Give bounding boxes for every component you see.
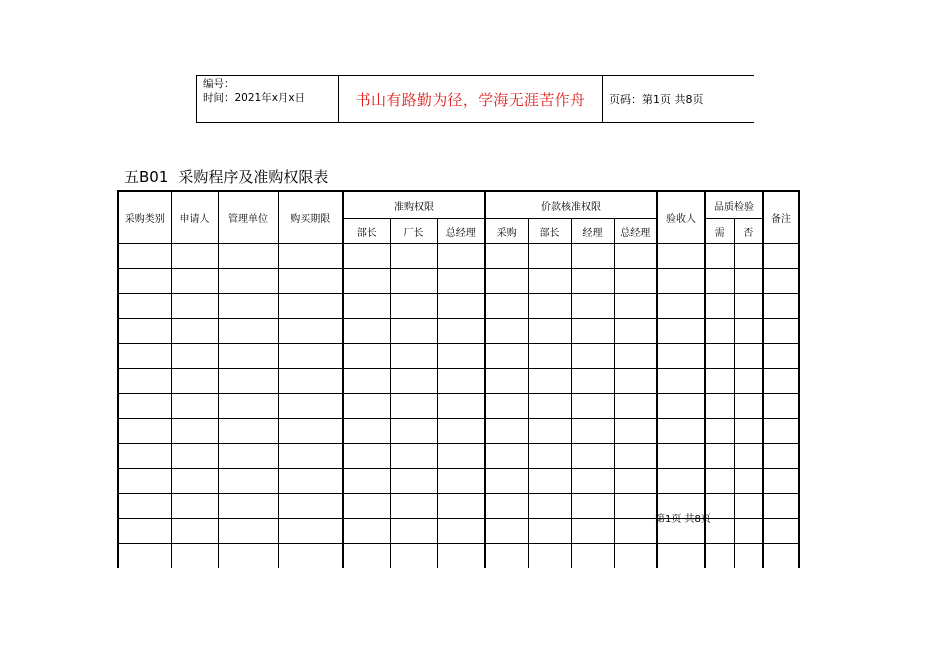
header-price-manager: 经理 bbox=[571, 219, 614, 244]
header-price-general-manager: 总经理 bbox=[614, 219, 657, 244]
table-cell[interactable] bbox=[657, 344, 705, 369]
table-cell[interactable] bbox=[763, 369, 799, 394]
table-cell[interactable] bbox=[343, 444, 390, 469]
table-cell[interactable] bbox=[571, 469, 614, 494]
table-row bbox=[118, 444, 799, 469]
table-cell[interactable] bbox=[763, 544, 799, 569]
table-cell[interactable] bbox=[763, 419, 799, 444]
table-cell[interactable] bbox=[528, 269, 571, 294]
table-cell[interactable] bbox=[614, 369, 657, 394]
table-cell[interactable] bbox=[734, 444, 763, 469]
table-cell[interactable] bbox=[218, 394, 278, 419]
header-approval-minister: 部长 bbox=[343, 219, 390, 244]
header-meta bbox=[197, 76, 339, 122]
table-cell[interactable] bbox=[657, 369, 705, 394]
table-cell[interactable] bbox=[118, 244, 171, 269]
table-cell[interactable] bbox=[734, 419, 763, 444]
table-cell[interactable] bbox=[437, 394, 485, 419]
header-remarks: 备注 bbox=[763, 191, 799, 244]
header-price-minister: 部长 bbox=[528, 219, 571, 244]
table-cell[interactable] bbox=[278, 419, 343, 444]
table-cell[interactable] bbox=[734, 369, 763, 394]
table-cell[interactable] bbox=[437, 244, 485, 269]
table-cell[interactable] bbox=[218, 544, 278, 569]
table-cell[interactable] bbox=[390, 494, 437, 519]
table-cell[interactable] bbox=[118, 369, 171, 394]
table-cell[interactable] bbox=[734, 519, 763, 544]
table-cell[interactable] bbox=[485, 494, 528, 519]
table-cell[interactable] bbox=[763, 319, 799, 344]
table-cell[interactable] bbox=[763, 444, 799, 469]
table-cell[interactable] bbox=[485, 244, 528, 269]
table-cell[interactable] bbox=[437, 319, 485, 344]
table-cell[interactable] bbox=[528, 294, 571, 319]
table-cell[interactable] bbox=[614, 269, 657, 294]
table-cell[interactable] bbox=[614, 519, 657, 544]
table-cell[interactable] bbox=[278, 469, 343, 494]
table-cell[interactable] bbox=[171, 494, 218, 519]
header-approval-factory-director: 厂长 bbox=[390, 219, 437, 244]
header-price-group: 价款核准权限 bbox=[485, 191, 657, 219]
table-cell[interactable] bbox=[218, 419, 278, 444]
table-cell[interactable] bbox=[343, 244, 390, 269]
table-cell[interactable] bbox=[734, 269, 763, 294]
table-cell[interactable] bbox=[485, 319, 528, 344]
header-page-info: 页码：第1页 共8页 bbox=[609, 93, 704, 106]
table-cell[interactable] bbox=[390, 444, 437, 469]
table-row bbox=[118, 419, 799, 444]
table-cell[interactable] bbox=[437, 469, 485, 494]
header-applicant: 申请人 bbox=[171, 191, 218, 244]
table-cell[interactable] bbox=[343, 344, 390, 369]
table-cell[interactable] bbox=[571, 394, 614, 419]
table-cell[interactable] bbox=[485, 344, 528, 369]
header-approval-group: 准购权限 bbox=[343, 191, 485, 219]
table-row bbox=[118, 244, 799, 269]
table-cell[interactable] bbox=[390, 294, 437, 319]
table-cell[interactable] bbox=[278, 319, 343, 344]
time-label: 时间：2021年x月x日 bbox=[203, 92, 306, 104]
table-cell[interactable] bbox=[343, 494, 390, 519]
table-cell[interactable] bbox=[118, 394, 171, 419]
table-cell[interactable] bbox=[485, 269, 528, 294]
table-cell[interactable] bbox=[278, 269, 343, 294]
table-cell[interactable] bbox=[437, 444, 485, 469]
table-cell[interactable] bbox=[485, 519, 528, 544]
table-cell[interactable] bbox=[171, 544, 218, 569]
table-cell[interactable] bbox=[278, 294, 343, 319]
table-row bbox=[118, 369, 799, 394]
table-cell[interactable] bbox=[118, 344, 171, 369]
table-cell[interactable] bbox=[705, 394, 734, 419]
title-code: 五B01 bbox=[124, 168, 169, 186]
table-cell[interactable] bbox=[571, 369, 614, 394]
table-row bbox=[118, 394, 799, 419]
title-text: 采购程序及准购权限表 bbox=[178, 168, 329, 186]
table-cell[interactable] bbox=[614, 394, 657, 419]
table-cell[interactable] bbox=[614, 544, 657, 569]
table-cell[interactable] bbox=[118, 494, 171, 519]
table-cell[interactable] bbox=[763, 294, 799, 319]
table-cell[interactable] bbox=[218, 294, 278, 319]
table-cell[interactable] bbox=[657, 294, 705, 319]
table-cell[interactable] bbox=[390, 269, 437, 294]
table-cell[interactable] bbox=[614, 469, 657, 494]
table-cell[interactable] bbox=[118, 444, 171, 469]
table-cell[interactable] bbox=[614, 494, 657, 519]
table-cell[interactable] bbox=[614, 419, 657, 444]
table-cell[interactable] bbox=[614, 319, 657, 344]
table-cell[interactable] bbox=[390, 519, 437, 544]
table-cell[interactable] bbox=[437, 494, 485, 519]
table-cell[interactable] bbox=[390, 544, 437, 569]
table-cell[interactable] bbox=[171, 369, 218, 394]
table-cell[interactable] bbox=[571, 319, 614, 344]
header-approval-general-manager: 总经理 bbox=[437, 219, 485, 244]
table-row bbox=[118, 319, 799, 344]
table-cell[interactable] bbox=[528, 244, 571, 269]
table-cell[interactable] bbox=[390, 244, 437, 269]
table-cell[interactable] bbox=[734, 494, 763, 519]
table-cell[interactable] bbox=[763, 494, 799, 519]
header-management-unit: 管理单位 bbox=[218, 191, 278, 244]
table-cell[interactable] bbox=[171, 444, 218, 469]
table-cell[interactable] bbox=[734, 344, 763, 369]
table-cell[interactable] bbox=[343, 269, 390, 294]
table-cell[interactable] bbox=[171, 244, 218, 269]
table-cell[interactable] bbox=[657, 269, 705, 294]
footer-page-info: 第1页 共8页 bbox=[655, 514, 711, 525]
table-cell[interactable] bbox=[657, 419, 705, 444]
table-cell[interactable] bbox=[118, 544, 171, 569]
table-cell[interactable] bbox=[571, 244, 614, 269]
document-title bbox=[124, 166, 328, 187]
table-cell[interactable] bbox=[705, 469, 734, 494]
header-quality-group: 品质检验 bbox=[705, 191, 763, 219]
table-cell[interactable] bbox=[528, 319, 571, 344]
table-cell[interactable] bbox=[705, 419, 734, 444]
table-cell[interactable] bbox=[118, 319, 171, 344]
table-cell[interactable] bbox=[218, 369, 278, 394]
table-cell[interactable] bbox=[734, 294, 763, 319]
table-cell[interactable] bbox=[571, 494, 614, 519]
header-price-purchasing: 采购 bbox=[485, 219, 528, 244]
table-cell[interactable] bbox=[390, 469, 437, 494]
table-cell[interactable] bbox=[485, 369, 528, 394]
table-cell[interactable] bbox=[571, 444, 614, 469]
table-cell[interactable] bbox=[485, 394, 528, 419]
table-cell[interactable] bbox=[485, 544, 528, 569]
table-cell[interactable] bbox=[705, 244, 734, 269]
table-cell[interactable] bbox=[657, 544, 705, 569]
table-cell[interactable] bbox=[571, 269, 614, 294]
table-cell[interactable] bbox=[485, 444, 528, 469]
table-cell[interactable] bbox=[171, 419, 218, 444]
table-cell[interactable] bbox=[218, 519, 278, 544]
table-cell[interactable] bbox=[485, 294, 528, 319]
table-cell[interactable] bbox=[763, 344, 799, 369]
header-acceptor: 验收人 bbox=[657, 191, 705, 244]
table-cell[interactable] bbox=[528, 344, 571, 369]
table-cell[interactable] bbox=[528, 369, 571, 394]
table-cell[interactable] bbox=[278, 369, 343, 394]
table-cell[interactable] bbox=[614, 294, 657, 319]
table-cell[interactable] bbox=[343, 394, 390, 419]
table-cell[interactable] bbox=[734, 544, 763, 569]
table-cell[interactable] bbox=[528, 519, 571, 544]
table-cell[interactable] bbox=[705, 319, 734, 344]
table-cell[interactable] bbox=[705, 444, 734, 469]
table-cell[interactable] bbox=[437, 519, 485, 544]
table-row bbox=[118, 269, 799, 294]
table-cell[interactable] bbox=[437, 419, 485, 444]
header-purchase-type: 采购类别 bbox=[118, 191, 171, 244]
table-row bbox=[118, 544, 799, 569]
table-cell[interactable] bbox=[218, 494, 278, 519]
table-cell[interactable] bbox=[278, 544, 343, 569]
table-cell[interactable] bbox=[528, 444, 571, 469]
table-cell[interactable] bbox=[528, 494, 571, 519]
table-cell[interactable] bbox=[278, 444, 343, 469]
table-cell[interactable] bbox=[118, 294, 171, 319]
table-cell[interactable] bbox=[571, 519, 614, 544]
table-cell[interactable] bbox=[390, 419, 437, 444]
table-cell[interactable] bbox=[705, 269, 734, 294]
table-cell[interactable] bbox=[118, 469, 171, 494]
table-cell[interactable] bbox=[171, 294, 218, 319]
table-cell[interactable] bbox=[171, 319, 218, 344]
table-cell[interactable] bbox=[171, 519, 218, 544]
table-cell[interactable] bbox=[343, 319, 390, 344]
table-cell[interactable] bbox=[118, 419, 171, 444]
table-cell[interactable] bbox=[657, 444, 705, 469]
table-cell[interactable] bbox=[734, 244, 763, 269]
table-cell[interactable] bbox=[734, 319, 763, 344]
table-cell[interactable] bbox=[171, 269, 218, 294]
table-row bbox=[118, 469, 799, 494]
table-cell[interactable] bbox=[657, 244, 705, 269]
header-purchase-deadline: 购买期限 bbox=[278, 191, 343, 244]
table-cell[interactable] bbox=[734, 394, 763, 419]
table-cell[interactable] bbox=[528, 394, 571, 419]
header-quality-required: 需 bbox=[705, 219, 734, 244]
table-cell[interactable] bbox=[485, 469, 528, 494]
table-cell[interactable] bbox=[343, 469, 390, 494]
table-cell[interactable] bbox=[343, 419, 390, 444]
table-cell[interactable] bbox=[390, 319, 437, 344]
table-cell[interactable] bbox=[278, 394, 343, 419]
header-motto: 书山有路勤为径，学海无涯苦作舟 bbox=[339, 76, 603, 122]
table-cell[interactable] bbox=[278, 244, 343, 269]
table-cell[interactable] bbox=[118, 519, 171, 544]
table-cell[interactable] bbox=[218, 319, 278, 344]
document-header bbox=[196, 75, 754, 123]
table-cell[interactable] bbox=[485, 419, 528, 444]
table-cell[interactable] bbox=[218, 444, 278, 469]
table-row bbox=[118, 344, 799, 369]
table-cell[interactable] bbox=[218, 269, 278, 294]
table-cell[interactable] bbox=[171, 469, 218, 494]
table-cell[interactable] bbox=[343, 369, 390, 394]
table-cell[interactable] bbox=[437, 369, 485, 394]
table-cell[interactable] bbox=[437, 269, 485, 294]
table-cell[interactable] bbox=[705, 369, 734, 394]
table-cell[interactable] bbox=[390, 369, 437, 394]
table-cell[interactable] bbox=[218, 469, 278, 494]
table-cell[interactable] bbox=[657, 319, 705, 344]
table-cell[interactable] bbox=[614, 244, 657, 269]
table-cell[interactable] bbox=[437, 344, 485, 369]
table-cell[interactable] bbox=[734, 469, 763, 494]
table-cell[interactable] bbox=[528, 419, 571, 444]
table-cell[interactable] bbox=[528, 544, 571, 569]
table-cell[interactable] bbox=[390, 344, 437, 369]
table-cell[interactable] bbox=[218, 344, 278, 369]
table-cell[interactable] bbox=[657, 469, 705, 494]
table-cell[interactable] bbox=[278, 494, 343, 519]
table-cell[interactable] bbox=[278, 519, 343, 544]
table-cell[interactable] bbox=[118, 269, 171, 294]
table-cell[interactable] bbox=[763, 519, 799, 544]
table-cell[interactable] bbox=[437, 294, 485, 319]
table-cell[interactable] bbox=[614, 444, 657, 469]
table-cell[interactable] bbox=[571, 294, 614, 319]
table-cell[interactable] bbox=[571, 544, 614, 569]
table-cell[interactable] bbox=[614, 344, 657, 369]
table-cell[interactable] bbox=[343, 294, 390, 319]
header-quality-not-required: 否 bbox=[734, 219, 763, 244]
table-cell[interactable] bbox=[343, 544, 390, 569]
table-cell[interactable] bbox=[763, 269, 799, 294]
table-cell[interactable] bbox=[657, 394, 705, 419]
table-cell[interactable] bbox=[571, 344, 614, 369]
table-cell[interactable] bbox=[437, 544, 485, 569]
table-row bbox=[118, 294, 799, 319]
number-label: 编号： bbox=[203, 78, 235, 90]
table-cell[interactable] bbox=[171, 394, 218, 419]
table-cell[interactable] bbox=[705, 544, 734, 569]
table-cell[interactable] bbox=[705, 344, 734, 369]
table-cell[interactable] bbox=[763, 469, 799, 494]
table-cell[interactable] bbox=[705, 294, 734, 319]
table-cell[interactable] bbox=[343, 519, 390, 544]
table-cell[interactable] bbox=[763, 244, 799, 269]
table-cell[interactable] bbox=[571, 419, 614, 444]
table-cell[interactable] bbox=[171, 344, 218, 369]
table-cell[interactable] bbox=[218, 244, 278, 269]
table-cell[interactable] bbox=[528, 469, 571, 494]
table-cell[interactable] bbox=[278, 344, 343, 369]
table-cell[interactable] bbox=[763, 394, 799, 419]
table-cell[interactable] bbox=[390, 394, 437, 419]
